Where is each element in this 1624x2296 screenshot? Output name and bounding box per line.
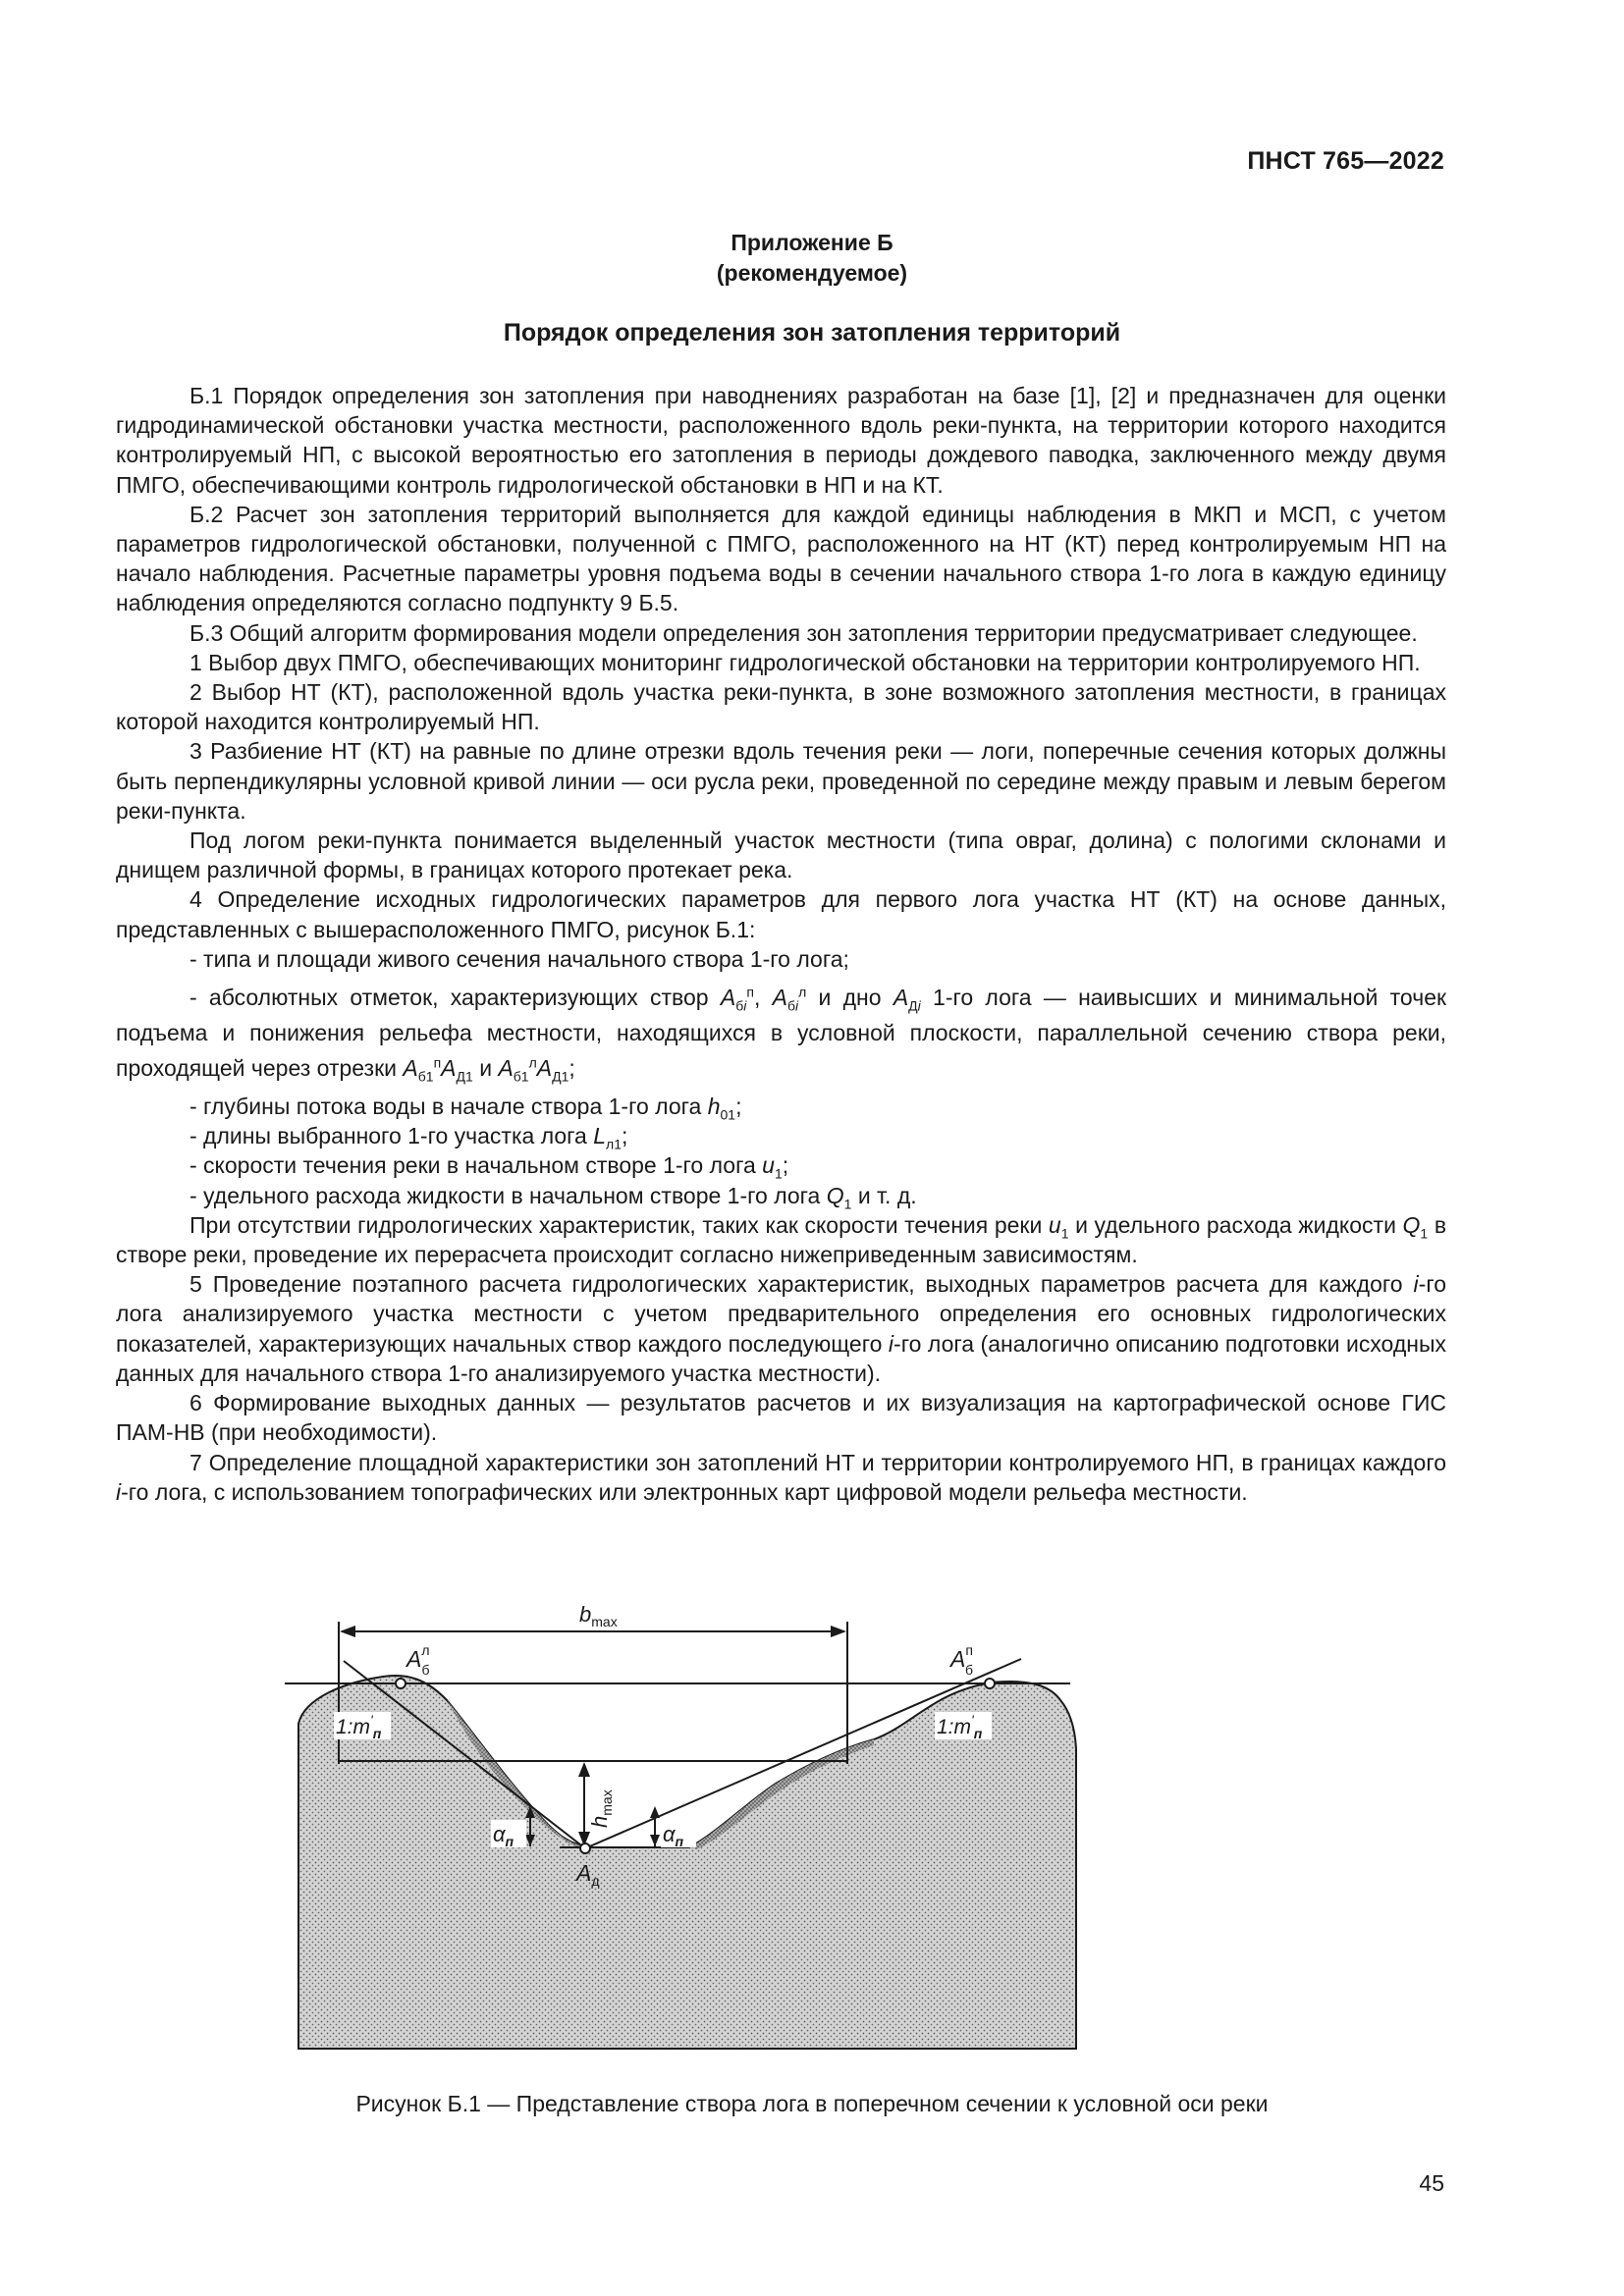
list-item: - абсолютных отметок, характеризующих створ $A_{бi}^п$, $A_{бi}^л$ и дно $A_{Дi}$ 1-го лога — наивысших и минимальной точек подъема и понижения рельефа местности, находящихся в условной плоскости, параллельной сечению створа реки, проходящей через отрезки $A_{б1}^пA_{Д1}$ и $A_{б1}^лA_{Д1}$; xyxy=(116,984,1447,1085)
appendix-note: (рекомендуемое) xyxy=(716,260,908,286)
bmax-arrow-right xyxy=(831,1626,846,1637)
step-5: 5 Проведение поэтапного расчета гидрологических характеристик, выходных параметров расчета для каждого i-го лога анализируемого участка местности с учетом предварительного определения его основных гидрологических показателей, характеризующих начальных створ каждого последующего i-го лога (аналогично описанию подготовки исходных данных для начального створа 1-го анализируемого участка местности). xyxy=(116,1271,1446,1386)
body-text xyxy=(116,381,1446,1507)
hmax-label: $h_{max}$ xyxy=(587,1789,615,1828)
point-ab-right xyxy=(985,1679,995,1688)
paragraph-absent-characteristics: При отсутствии гидрологических характеристик, таких как скорости течения реки $u_1$ и удельного расхода жидкости $Q_1$ в створе реки, проведение их перерасчета происходит согласно нижеприведенным зависимостям. xyxy=(116,1211,1447,1268)
bmax-label: $b_{max}$ xyxy=(579,1602,618,1629)
label-ab-left: $A^л$ б xyxy=(406,1642,430,1678)
list-item: - удельного расхода жидкости в начальном створе 1-го лога $Q_1$ и т. д. xyxy=(189,1182,917,1212)
alpha-left-label: $\alpha_п$ xyxy=(493,1822,514,1849)
list-item: - глубины потока воды в начале створа 1-го лога $h_{01}$; xyxy=(189,1094,742,1123)
slope-right-label: $1:m'_п$ xyxy=(937,1712,983,1741)
paragraph-b1: Б.1 Порядок определения зон затопления при наводнениях разработан на базе [1], [2] и предназначен для оценки гидродинамической обстановки участка местности, расположенного вдоль реки-пункта, на территории которого находится контролируемый НП, с высокой вероятностью его затопления в периоды дождевого паводка, заключенного между двумя ПМГО, обеспечивающими контроль гидрологической обстановки в НП и на КТ. xyxy=(116,383,1446,498)
point-ab-left xyxy=(396,1679,406,1688)
figure-caption: Рисунок Б.1 — Представление створа лога в поперечном сечении к условной оси реки xyxy=(355,2091,1269,2116)
alpha-right-arrow-up xyxy=(650,1806,660,1818)
document-code: ПНСТ 765—2022 xyxy=(1247,147,1444,175)
step-3: 3 Разбиение НТ (КТ) на равные по длине отрезки вдоль течения реки — логи, поперечные сечения которых должны быть перпендикулярны условной кривой линии — оси русла реки, проведенной по середине между правым и левым берегом реки-пункта. xyxy=(116,738,1446,824)
list-item: - типа и площади живого сечения начального створа 1-го лога; xyxy=(189,945,849,972)
point-ad xyxy=(580,1843,590,1853)
alpha-right-label: $\alpha_п$ xyxy=(663,1822,684,1849)
label-ab-right: $A^п$ б xyxy=(950,1642,973,1678)
log-definition: Под логом реки-пункта понимается выделенный участок местности (типа овраг, долина) с пологими склонами и днищем различной формы, в границах которого протекает река. xyxy=(116,828,1446,883)
appendix-title: Приложение Б xyxy=(731,230,893,255)
step-4: 4 Определение исходных гидрологических параметров для первого лога участка НТ (КТ) на основе данных, представленных с вышерасположенного ПМГО, рисунок Б.1: xyxy=(116,886,1446,942)
list-item: - скорости течения реки в начальном створе 1-го лога $u_1$; xyxy=(189,1152,789,1183)
step-1: 1 Выбор двух ПМГО, обеспечивающих мониторинг гидрологической обстановки на территории контролируемого НП. xyxy=(189,649,1421,675)
hmax-arrow-top xyxy=(578,1762,590,1777)
figure-b1-cross-section xyxy=(285,1602,1335,2054)
bmax-arrow-left xyxy=(340,1626,355,1637)
label-ad: $A_д$ xyxy=(576,1860,600,1889)
paragraph-b3: Б.3 Общий алгоритм формирования модели определения зон затопления территории предусматривает следующее. xyxy=(189,619,1418,646)
step-7: 7 Определение площадной характеристики зон затоплений НТ и территории контролируемого НП, в границах каждого i-го лога, с использованием топографических или электронных карт цифровой модели рельефа местности. xyxy=(116,1449,1446,1505)
list-item: - длины выбранного 1-го участка лога $L_{л1}$; xyxy=(189,1123,628,1152)
paragraph-b2: Б.2 Расчет зон затопления территорий выполняется для каждой единицы наблюдения в МКП и МСП, с учетом параметров гидрологической обстановки, полученной с ПМГО, расположенного на НТ (КТ) перед контролируемым НП на начало наблюдения. Расчетные параметры уровня подъема воды в сечении начального створа 1-го лога в каждую единицу наблюдения определяются согласно подпункту 9 Б.5. xyxy=(116,501,1446,616)
page-number: 45 xyxy=(1419,2170,1444,2196)
appendix-heading xyxy=(0,228,1624,289)
section-title: Порядок определения зон затопления территорий xyxy=(503,319,1121,347)
alpha-right-arrow-down xyxy=(650,1835,660,1846)
slope-left-label: $1:m'_п$ xyxy=(336,1712,382,1741)
step-2: 2 Выбор НТ (КТ), расположенной вдоль участка реки-пункта, в зоне возможного затопления местности, в границах которой находится контролируемый НП. xyxy=(116,679,1446,735)
bottom-white-band xyxy=(285,2050,1335,2054)
step-6: 6 Формирование выходных данных — результатов расчетов и их визуализация на картографической основе ГИС ПАМ-НВ (при необходимости). xyxy=(116,1390,1446,1446)
